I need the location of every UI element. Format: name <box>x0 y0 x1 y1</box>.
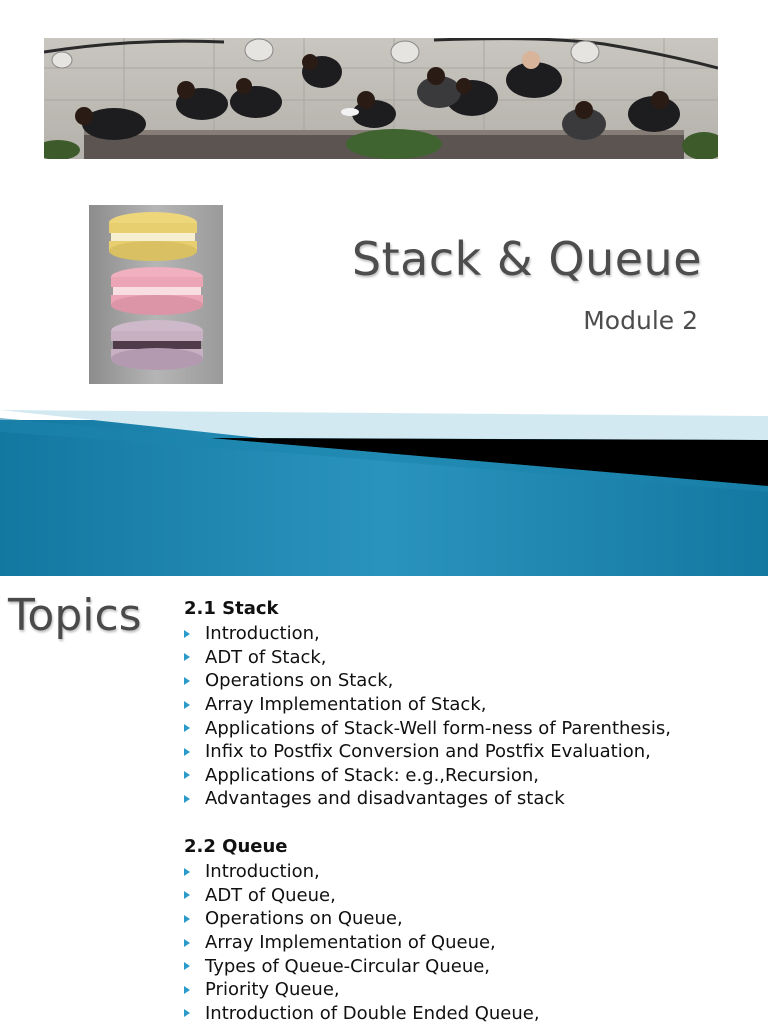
list-item <box>184 907 540 931</box>
list-item-text: Introduction, <box>205 623 320 645</box>
triangle-bullet-icon <box>184 748 190 756</box>
slide-title: Stack & Queue <box>351 232 702 286</box>
topics-slide <box>0 576 768 1024</box>
stack-topics-list <box>184 622 671 811</box>
triangle-bullet-icon <box>184 795 190 803</box>
list-item <box>184 622 671 646</box>
triangle-bullet-icon <box>184 630 190 638</box>
list-item-text: Operations on Queue, <box>205 908 403 930</box>
list-item-text: Operations on Stack, <box>205 670 394 692</box>
list-item-text: ADT of Stack, <box>205 646 327 668</box>
list-item-text: Applications of Stack-Well form-ness of Parenthesis, <box>205 717 671 739</box>
triangle-bullet-icon <box>184 1009 190 1017</box>
triangle-bullet-icon <box>184 771 190 779</box>
list-item <box>184 787 671 811</box>
triangle-bullet-icon <box>184 986 190 994</box>
list-item-text: ADT of Queue, <box>205 884 336 906</box>
list-item-text: Priority Queue, <box>205 979 340 1001</box>
list-item <box>184 860 540 884</box>
list-item-text: Introduction, <box>205 861 320 883</box>
triangle-bullet-icon <box>184 677 190 685</box>
list-item <box>184 1002 540 1024</box>
section-heading-queue: 2.2 Queue <box>184 836 288 857</box>
list-item-text: Infix to Postfix Conversion and Postfix Evaluation, <box>205 741 651 763</box>
list-item-text: Applications of Stack: e.g.,Recursion, <box>205 764 540 786</box>
list-item <box>184 669 671 693</box>
banner-photo <box>44 38 718 159</box>
list-item-text: Introduction of Double Ended Queue, <box>205 1002 540 1024</box>
triangle-bullet-icon <box>184 724 190 732</box>
list-item <box>184 931 540 955</box>
list-item-text: Array Implementation of Queue, <box>205 932 496 954</box>
triangle-bullet-icon <box>184 701 190 709</box>
list-item-text: Types of Queue-Circular Queue, <box>205 955 491 977</box>
section-heading-stack: 2.1 Stack <box>184 598 279 619</box>
list-item-text: Advantages and disadvantages of stack <box>205 788 565 810</box>
list-item-text: Array Implementation of Stack, <box>205 694 487 716</box>
macaron-stack-image <box>89 205 223 384</box>
decorative-wave <box>0 410 768 576</box>
list-item <box>184 716 671 740</box>
list-item <box>184 693 671 717</box>
list-item <box>184 978 540 1002</box>
list-item <box>184 740 671 764</box>
list-item <box>184 764 671 788</box>
list-item <box>184 646 671 670</box>
triangle-bullet-icon <box>184 939 190 947</box>
triangle-bullet-icon <box>184 868 190 876</box>
list-item <box>184 954 540 978</box>
queue-topics-list <box>184 860 540 1024</box>
triangle-bullet-icon <box>184 653 190 661</box>
list-item <box>184 884 540 908</box>
slide-subtitle: Module 2 <box>583 306 698 335</box>
triangle-bullet-icon <box>184 915 190 923</box>
topics-heading: Topics <box>8 590 142 641</box>
triangle-bullet-icon <box>184 891 190 899</box>
triangle-bullet-icon <box>184 962 190 970</box>
